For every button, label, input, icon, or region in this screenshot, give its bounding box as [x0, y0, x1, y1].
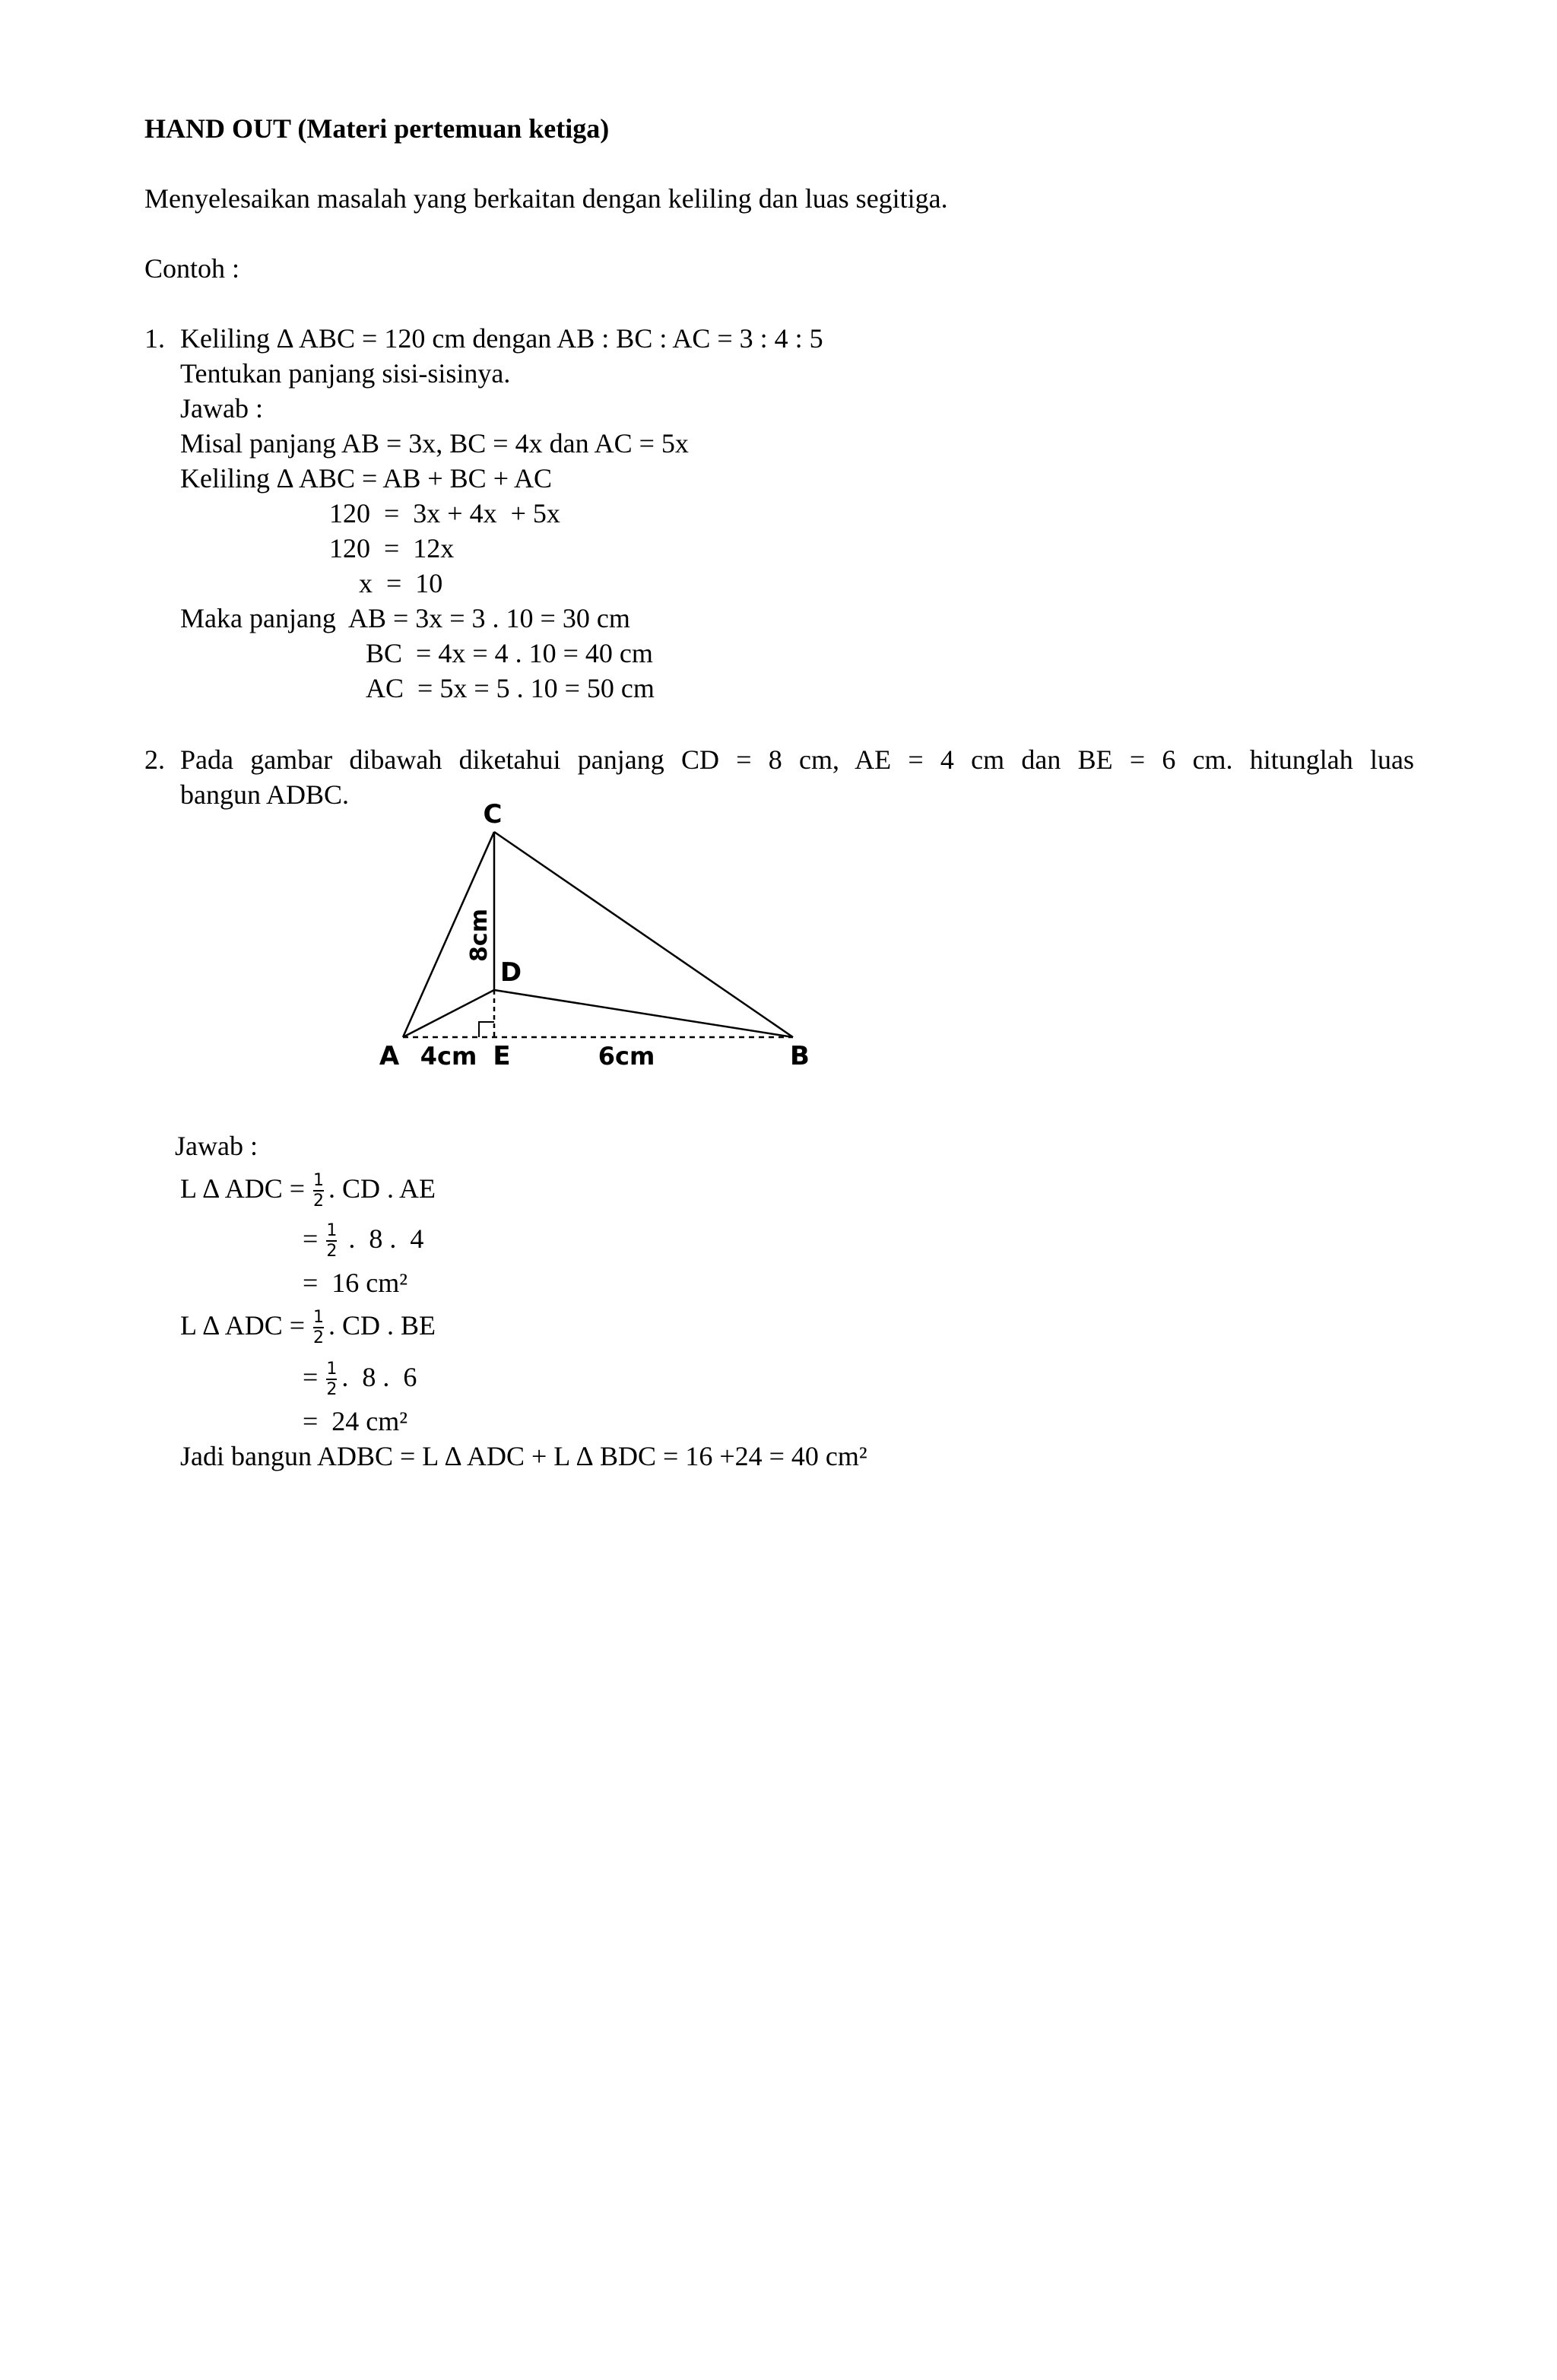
- answer-line-4-pre: L ∆ ADC =: [180, 1310, 312, 1341]
- ex1-line-11: AC = 5x = 5 . 10 = 50 cm: [366, 673, 655, 703]
- answer-line-2-pre: =: [303, 1223, 325, 1254]
- ex1-line-4: Misal panjang AB = 3x, BC = 4x dan AC = 5x: [180, 428, 689, 459]
- vertex-label-b: B: [790, 1041, 810, 1071]
- ex1-line-9: Maka panjang AB = 3x = 3 . 10 = 30 cm: [180, 603, 630, 633]
- answer-line-3: = 16 cm²: [303, 1268, 408, 1298]
- answer-line-7: Jadi bangun ADBC = L ∆ ADC + L ∆ BDC = 16 +24 = 40 cm²: [180, 1441, 867, 1471]
- fraction-half: $\frac{1}{2}$: [313, 1171, 325, 1211]
- vertex-label-d: D: [499, 957, 522, 988]
- ex1-number: 1.: [144, 323, 165, 354]
- edge-cb: [494, 832, 793, 1037]
- answer-line-5-post: . 8 . 6: [341, 1362, 417, 1392]
- ex1-line-2: Tentukan panjang sisi-sisinya.: [180, 358, 511, 389]
- fraction-half: $\frac{1}{2}$: [326, 1360, 338, 1400]
- intro-text: Menyelesaikan masalah yang berkaitan dengan keliling dan luas segitiga.: [144, 183, 948, 214]
- right-angle-mark: [479, 1022, 494, 1037]
- ex1-line-7: 120 = 12x: [329, 533, 455, 563]
- fraction-half: $\frac{1}{2}$: [326, 1221, 338, 1261]
- ex1-line-5: Keliling ∆ ABC = AB + BC + AC: [180, 463, 553, 493]
- edge-ad: [403, 990, 494, 1037]
- ex1-line-8: x = 10: [359, 568, 443, 598]
- ex1-line-3: Jawab :: [180, 393, 263, 424]
- answer-line-1: [180, 1171, 436, 1211]
- ex1-line-6: 120 = 3x + 4x + 5x: [329, 498, 560, 528]
- answer-line-2-post: . 8 . 4: [341, 1223, 424, 1254]
- ex2-number: 2.: [144, 744, 165, 775]
- fraction-half: $\frac{1}{2}$: [313, 1308, 325, 1348]
- answer-line-4-post: . CD . BE: [328, 1310, 436, 1341]
- answer-line-6: = 24 cm²: [303, 1406, 408, 1436]
- contoh-label: Contoh :: [144, 253, 240, 284]
- ex1-line-1: Keliling ∆ ABC = 120 cm dengan AB : BC : AC = 3 : 4 : 5: [180, 323, 823, 354]
- ex1-line-10: BC = 4x = 4 . 10 = 40 cm: [366, 638, 653, 668]
- answer-line-1-pre: L ∆ ADC =: [180, 1173, 312, 1204]
- ex2-line-2: bangun ADBC.: [180, 779, 350, 810]
- length-label-ae: 4cm: [420, 1042, 477, 1071]
- edge-db: [494, 990, 793, 1037]
- answer-line-5-pre: =: [303, 1362, 325, 1392]
- length-label-cd: 8cm: [466, 909, 493, 962]
- answer-line-5: [303, 1360, 417, 1399]
- vertex-label-c: C: [483, 799, 503, 830]
- handout-title: HAND OUT (Materi pertemuan ketiga): [144, 113, 610, 144]
- answer-line-2: [303, 1221, 423, 1261]
- edge-ac: [403, 832, 494, 1037]
- vertex-label-a: A: [379, 1041, 400, 1071]
- answer-line-1-post: . CD . AE: [328, 1173, 436, 1204]
- length-label-eb: 6cm: [598, 1042, 655, 1071]
- ex2-line-1: Pada gambar dibawah diketahui panjang CD = 8 cm, AE = 4 cm dan BE = 6 cm. hitunglah luas: [180, 744, 1414, 775]
- answer-line-4: [180, 1308, 436, 1347]
- vertex-label-e: E: [493, 1041, 511, 1071]
- answer-jawab: Jawab :: [175, 1131, 258, 1161]
